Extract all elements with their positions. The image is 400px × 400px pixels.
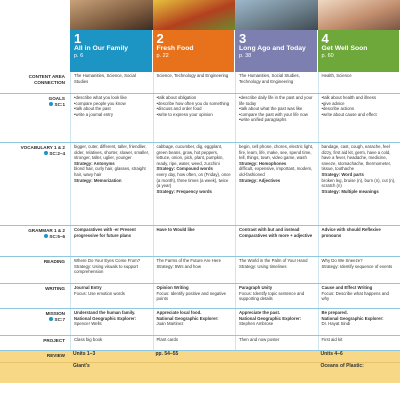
unit-4-photo [318, 0, 400, 30]
standards-icon [44, 151, 48, 155]
vocab-cell [153, 143, 236, 225]
goal-item: • talk about what the past was like [239, 106, 315, 112]
mission-cell [153, 309, 236, 335]
reading-strategy: Strategy: 5Ws and how [156, 263, 201, 269]
vocab-strategy-2: Strategy: Memorization [74, 177, 122, 183]
grammar-cell: Advice with should Reflexive pronouns [318, 226, 400, 256]
grammar-cell: Contrast with but and instead Comparatives with more + adjective [235, 226, 318, 256]
row-label-writing: WRITING [45, 286, 65, 291]
mission-cell [70, 309, 153, 335]
row-label-vocab [0, 143, 70, 225]
row-mission [0, 309, 400, 336]
row-label-empty [0, 363, 70, 383]
unit-page: p. 22 [156, 53, 169, 59]
mission-label: MISSION [45, 311, 65, 316]
row-label-review: REVIEW [46, 353, 65, 358]
vocab-words-2: every day, how often, on (Friday), once (a month), three times (a week), twice (a year) [156, 171, 231, 189]
row-project [0, 336, 400, 351]
vocab-words-2: difficult, expensive, important, modern, old-fashioned [239, 166, 313, 177]
mission-title: Appreciate the past. [239, 310, 281, 315]
unit-2-photo [153, 0, 236, 30]
standards-icon [49, 317, 53, 321]
goal-item: • write a journal entry [74, 112, 150, 118]
reading-strategy: Strategy: Identify sequence of events [321, 263, 393, 269]
vocab-cell [318, 143, 400, 225]
goals-cell [318, 94, 400, 142]
writing-focus: Focus: Identify positive and negative points [156, 290, 227, 302]
review-topic-cell: Oceans of Plastic: [320, 363, 364, 369]
mission-explorer: Stephen Ambrose [239, 321, 274, 327]
unit-title: Get Well Soon [321, 45, 368, 52]
goals-cell [153, 94, 236, 142]
unit-number: 4 [321, 31, 329, 46]
content-cell: Health, Science [318, 72, 400, 93]
writing-focus: Focus: Describe what happens and why [321, 290, 389, 302]
unit-header-row [70, 30, 400, 72]
review-topic-cell [153, 363, 236, 383]
reading-strategy: Strategy: Using visuals to support comprehension [74, 263, 139, 275]
standards-icon [44, 234, 48, 238]
writing-cell [70, 284, 153, 308]
mission-explorer: Dr. Hayat Sindi [321, 321, 351, 327]
reading-cell [70, 257, 153, 283]
unit-title: Fresh Food [156, 45, 194, 52]
goals-sub-label: SC:1 [54, 101, 65, 107]
project-cell: First aid kit [318, 336, 400, 350]
goal-item: • write unified paragraphs [239, 117, 315, 123]
writing-cell [235, 284, 318, 308]
unit-header-1 [70, 30, 153, 72]
review-topic-cell [235, 363, 318, 383]
grammar-sub-label: SC:5–6 [49, 233, 65, 239]
writing-focus: Focus: Identify topic sentence and supporting details [239, 290, 305, 302]
writing-type: Paragraph Unity [239, 285, 273, 290]
goal-item: • talk about obligation [157, 95, 233, 101]
row-goals [0, 94, 400, 143]
row-vocabulary [0, 143, 400, 226]
unit-number: 3 [239, 31, 247, 46]
vocab-strategy-2: Strategy: Frequency words [156, 188, 212, 194]
goal-item: • talk about health and illness [322, 95, 398, 101]
review-topic-cell: Giant's [73, 363, 90, 369]
vocab-words-1: begin, cell phone, chores, electric light, fire, learn, life, make, see, spend time, tell, things, town, video game, wash [239, 144, 314, 161]
vocab-words-1: cabbage, cucumber, dig, eggplant, green beans, grow, hot peppers, lettuce, onion, pick, plant, pumpkin, ready, ripe, water, weed, zucchini [156, 144, 224, 166]
vocab-strategy-1: Strategy: Antonyms [74, 160, 115, 166]
goal-item: • describe actions [322, 106, 398, 112]
vocab-cell [235, 143, 318, 225]
vocab-strategy-1: Strategy: Compound words [156, 166, 213, 172]
mission-explorer: Spencer Wells [74, 321, 102, 327]
row-reading [0, 257, 400, 284]
project-cell: Plant cards [153, 336, 236, 350]
unit-1-photo [70, 0, 153, 30]
review-cell: Units 1–3 [73, 351, 96, 357]
goal-item: • write to express your opinion [157, 112, 233, 118]
unit-page: p. 6 [74, 53, 84, 59]
row-review-topics [0, 363, 400, 383]
mission-title: Be prepared. [321, 310, 348, 315]
reading-strategy: Strategy: Using timelines [239, 263, 287, 269]
row-label-reading: READING [43, 259, 65, 264]
goals-cell [235, 94, 318, 142]
unit-3-photo [235, 0, 318, 30]
vocab-words-1: bigger, cuter, different, taller, friendlier, older, relatives, shorter, slower, smaller, stronger, taller, uglier, younger [74, 144, 149, 161]
row-label-project: PROJECT [43, 338, 65, 343]
grammar-cell: Have to Would like [153, 226, 236, 256]
unit-photo-strip [70, 0, 400, 30]
vocab-cell [70, 143, 153, 225]
mission-cell [318, 309, 400, 335]
reading-title: Where Do Your Eyes Come From? [74, 258, 141, 263]
review-cell [235, 351, 318, 362]
scope-sequence-table [0, 72, 400, 383]
standards-icon [49, 102, 53, 106]
unit-header-2 [153, 30, 236, 72]
goal-item: • discuss and order food [157, 106, 233, 112]
vocab-words-2: blond hair, curly hair, glasses, straight hair, wavy hair [74, 166, 146, 177]
goal-item: • describe how often you do something [157, 101, 233, 107]
row-label-mission [0, 309, 70, 335]
unit-number: 2 [156, 31, 164, 46]
project-cell: Then and now poster [235, 336, 318, 350]
content-cell: The Humanities, Social Studies, Technology and Engineering [235, 72, 318, 93]
mission-explorer-label: National Geographic Explorer: [156, 315, 219, 321]
unit-title: Long Ago and Today [239, 45, 306, 52]
project-cell: Class big book [70, 336, 153, 350]
row-content-area [0, 72, 400, 94]
writing-type: Journal Entry [74, 285, 102, 290]
goal-item: • write about cause and effect [322, 112, 398, 118]
vocab-strategy-2: Strategy: Adjectives [239, 177, 281, 183]
mission-title: Understand the human family. [74, 310, 136, 315]
reading-cell [153, 257, 236, 283]
goal-item: • describe what you look like [74, 95, 150, 101]
unit-title: All in Our Family [74, 45, 129, 52]
mission-sub-label: SC:7 [54, 316, 65, 322]
reading-cell [318, 257, 400, 283]
reading-title: Why Do We Sneeze? [321, 258, 363, 263]
review-cell: Units 4–6 [320, 351, 343, 357]
unit-header-3 [235, 30, 318, 72]
goal-item: • give advice [322, 101, 398, 107]
vocab-strategy-1: Strategy: Word parts [321, 171, 364, 177]
vocab-words-2: broken leg, bruise (n), burn (n), cut (n), scratch (n) [321, 177, 396, 189]
row-label-content: CONTENT AREA CONNECTION [28, 74, 65, 85]
reading-cell [235, 257, 318, 283]
writing-cell [318, 284, 400, 308]
writing-focus: Focus: Use emotion words [74, 290, 125, 296]
goal-item: • compare people you know [74, 101, 150, 107]
mission-explorer: Juan Martinez [156, 321, 184, 327]
row-review [0, 351, 400, 363]
content-cell: The Humanities, Science, Social Studies [70, 72, 153, 93]
goals-cell [70, 94, 153, 142]
unit-number: 1 [74, 31, 82, 46]
grammar-cell: Comparatives with -er Present progressive for future plans [70, 226, 153, 256]
vocab-words-1: bandage, cast, cough, earache, feel dizzy, first aid kit, germ, have a cold, have a fever, headache, medicine, sneeze, stomachache, thermometer, tissue, toothache [321, 144, 392, 172]
goal-item: • talk about the past [74, 106, 150, 112]
mission-cell [235, 309, 318, 335]
row-label-grammar [0, 226, 70, 256]
row-grammar [0, 226, 400, 257]
writing-type: Opinion Writing [156, 285, 189, 290]
unit-page: p. 60 [321, 53, 334, 59]
row-label-goals [0, 94, 70, 142]
review-cell: pp. 54–55 [155, 351, 179, 357]
vocab-strategy-1: Strategy: Homophones [239, 160, 287, 166]
vocab-strategy-2: Strategy: Multiple meanings [321, 188, 379, 194]
writing-type: Cause and Effect Writing [321, 285, 373, 290]
reading-title: The Farms of the Future Are Here [156, 258, 221, 263]
mission-explorer-label: National Geographic Explorer: [321, 315, 384, 321]
goals-label: GOALS [48, 96, 65, 101]
goal-item: • compare the past with your life now [239, 112, 315, 118]
grammar-label: GRAMMAR 1 & 2 [28, 228, 65, 233]
unit-page: p. 38 [239, 53, 252, 59]
goal-item: • describe daily life in the past and your life today [239, 95, 315, 106]
vocab-label: VOCABULARY 1 & 2 [20, 145, 65, 150]
reading-title: The World in the Palm of Your Hand [239, 258, 308, 263]
vocab-sub-label: SC:2–4 [49, 150, 65, 156]
unit-header-4 [318, 30, 400, 72]
mission-explorer-label: National Geographic Explorer: [74, 315, 137, 321]
mission-explorer-label: National Geographic Explorer: [239, 315, 302, 321]
mission-title: Appreciate local food. [156, 310, 202, 315]
row-writing [0, 284, 400, 309]
writing-cell [153, 284, 236, 308]
content-cell: Science, Technology and Engineering [153, 72, 236, 93]
